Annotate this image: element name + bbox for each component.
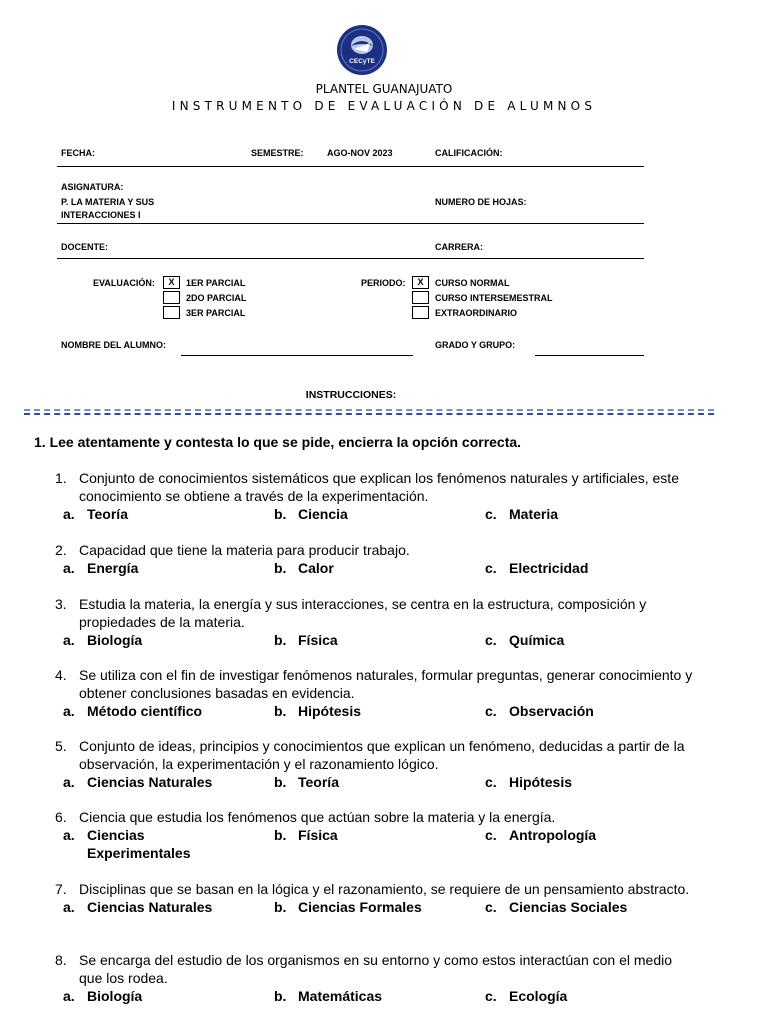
semestre-value: AGO-NOV 2023 [327,148,393,158]
option-letter: c. [485,506,497,522]
option-text: Hipótesis [509,774,573,790]
periodo-option-label: CURSO NORMAL [435,278,510,288]
divider [57,166,644,167]
option-text: Matemáticas [298,988,383,1004]
option-text: Ecología [509,988,568,1004]
question-text: Ciencia que estudia los fenómenos que actúan sobre la materia y la energía. [79,809,556,825]
option-text: Electricidad [509,560,589,576]
question-number: 1. [55,470,67,486]
hojas-label: NUMERO DE HOJAS: [435,197,527,207]
periodo-label: PERIODO: [361,278,406,288]
periodo-option-label: EXTRAORDINARIO [435,308,518,318]
option-letter: a. [63,988,75,1004]
option-b[interactable] [274,559,334,577]
evaluacion-checkbox-3[interactable] [163,306,180,319]
dashed-divider [24,413,714,415]
option-letter: b. [274,632,287,648]
option-letter: b. [274,827,287,843]
grado-field-line[interactable] [535,355,644,356]
evaluacion-label: EVALUACIÓN: [93,278,155,288]
option-letter: c. [485,774,497,790]
question-text: Se utiliza con el fin de investigar fenómenos naturales, formular preguntas, generar conocimiento y obtener conclusiones basadas en evidencia. [79,667,693,701]
carrera-label: CARRERA: [435,242,483,252]
option-letter: b. [274,506,287,522]
question-item [55,666,695,720]
option-a[interactable] [63,987,142,1005]
option-c[interactable] [485,987,567,1005]
asignatura-label: ASIGNATURA: [61,182,124,192]
option-text: Antropología [509,827,597,843]
cecyte-logo [336,24,388,76]
instrument-title: INSTRUMENTO DE EVALUACIÓN DE ALUMNOS [171,99,597,113]
option-c[interactable] [485,631,564,649]
option-letter: c. [485,703,497,719]
option-text: Observación [509,703,594,719]
svg-text:CECyTE: CECyTE [349,58,375,65]
question-item [55,808,695,861]
option-letter: b. [274,774,287,790]
option-text: Teoría [87,506,128,522]
question-text: Disciplinas que se basan en la lógica y el razonamiento, se requiere de un pensamiento abstracto. [79,881,690,897]
evaluacion-option-label: 3ER PARCIAL [186,308,246,318]
option-text: Ciencias Sociales [509,899,628,915]
option-letter: b. [274,560,287,576]
nombre-label: NOMBRE DEL ALUMNO: [61,340,166,350]
periodo-checkbox-1[interactable]: X [412,276,429,289]
question-number: 4. [55,667,67,683]
option-letter: c. [485,632,497,648]
docente-label: DOCENTE: [61,242,108,252]
option-text: Química [509,632,565,648]
evaluacion-option-label: 1ER PARCIAL [186,278,246,288]
option-c[interactable] [485,773,572,791]
divider [57,223,644,224]
option-text: Calor [298,560,334,576]
question-text: Capacidad que tiene la materia para producir trabajo. [79,542,410,558]
option-letter: b. [274,703,287,719]
option-text: Física [298,827,338,843]
option-letter: a. [63,827,75,843]
question-item [55,469,695,523]
question-text: Se encarga del estudio de los organismos en su entorno y como estos interactúan con el medio que los rodea. [79,952,673,986]
option-letter: b. [274,988,287,1004]
option-letter: a. [63,560,75,576]
option-b[interactable] [274,826,338,844]
option-a[interactable] [63,559,138,577]
option-a[interactable] [63,702,202,720]
periodo-option-label: CURSO INTERSEMESTRAL [435,293,553,303]
question-text: Conjunto de conocimientos sistemáticos que explican los fenómenos naturales y artificiales, este conocimiento se obtiene a través de la experimentación. [79,470,679,504]
divider [57,258,644,259]
option-text: Método científico [87,703,203,719]
option-text: Ciencia [298,506,348,522]
grado-label: GRADO Y GRUPO: [435,340,516,350]
option-a[interactable] [63,826,191,862]
question-text: Conjunto de ideas, principios y conocimientos que explican un fenómeno, deducidas a partir de la observación, la experimentación y el razonamiento lógico. [79,738,685,772]
option-text: Energía [87,560,139,576]
option-a[interactable] [63,631,142,649]
option-c[interactable] [485,559,588,577]
question-number: 6. [55,809,67,825]
section-title: 1. Lee atentamente y contesta lo que se pide, encierra la opción correcta. [34,434,522,450]
option-b[interactable] [274,773,339,791]
option-letter: c. [485,899,497,915]
asignatura-value-line2: INTERACCIONES I [61,210,141,220]
semestre-label: SEMESTRE: [251,148,304,158]
question-item [55,951,695,1005]
evaluacion-option-label: 2DO PARCIAL [186,293,247,303]
question-text: Estudia la materia, la energía y sus interacciones, se centra en la estructura, composición y propiedades de la materia. [79,596,647,630]
option-b[interactable] [274,987,382,1005]
fecha-label: FECHA: [61,148,95,158]
question-number: 2. [55,542,67,558]
option-text: Biología [87,632,143,648]
evaluacion-checkbox-2[interactable] [163,291,180,304]
question-item [55,541,695,577]
option-text: Teoría [298,774,339,790]
option-text: Ciencias Formales [298,899,422,915]
question-number: 7. [55,881,67,897]
option-b[interactable] [274,898,422,916]
option-text: Hipótesis [298,703,362,719]
option-c[interactable] [485,898,627,916]
option-letter: a. [63,703,75,719]
option-text: Física [298,632,338,648]
periodo-checkbox-3[interactable] [412,306,429,319]
question-item [55,880,695,916]
option-text: Experimentales [87,845,191,861]
question-number: 8. [55,952,67,968]
option-letter: a. [63,632,75,648]
calificacion-label: CALIFICACIÓN: [435,148,503,158]
question-item [55,595,695,649]
instrucciones-title: INSTRUCCIONES: [305,389,397,401]
option-text: Materia [509,506,559,522]
plantel-title: PLANTEL GUANAJUATO [315,82,453,96]
option-text: Biología [87,988,143,1004]
option-b[interactable] [274,505,348,523]
nombre-field-line[interactable] [181,355,413,356]
option-a[interactable] [63,898,212,916]
option-letter: c. [485,560,497,576]
option-b[interactable] [274,702,361,720]
option-letter: a. [63,899,75,915]
dashed-divider [24,409,714,411]
question-number: 3. [55,596,67,612]
option-c[interactable] [485,505,558,523]
question-number: 5. [55,738,67,754]
option-a[interactable] [63,773,212,791]
periodo-checkbox-2[interactable] [412,291,429,304]
option-c[interactable] [485,702,594,720]
option-a[interactable] [63,505,128,523]
option-text: Ciencias Naturales [87,899,213,915]
option-text: Ciencias [87,827,145,843]
option-letter: b. [274,899,287,915]
option-text: Ciencias Naturales [87,774,213,790]
option-letter: a. [63,774,75,790]
option-letter: a. [63,506,75,522]
option-c[interactable] [485,826,596,844]
option-b[interactable] [274,631,338,649]
option-letter: c. [485,988,497,1004]
asignatura-value-line1: P. LA MATERIA Y SUS [61,197,155,207]
evaluacion-checkbox-1[interactable]: X [163,276,180,289]
question-item [55,737,695,791]
option-letter: c. [485,827,497,843]
